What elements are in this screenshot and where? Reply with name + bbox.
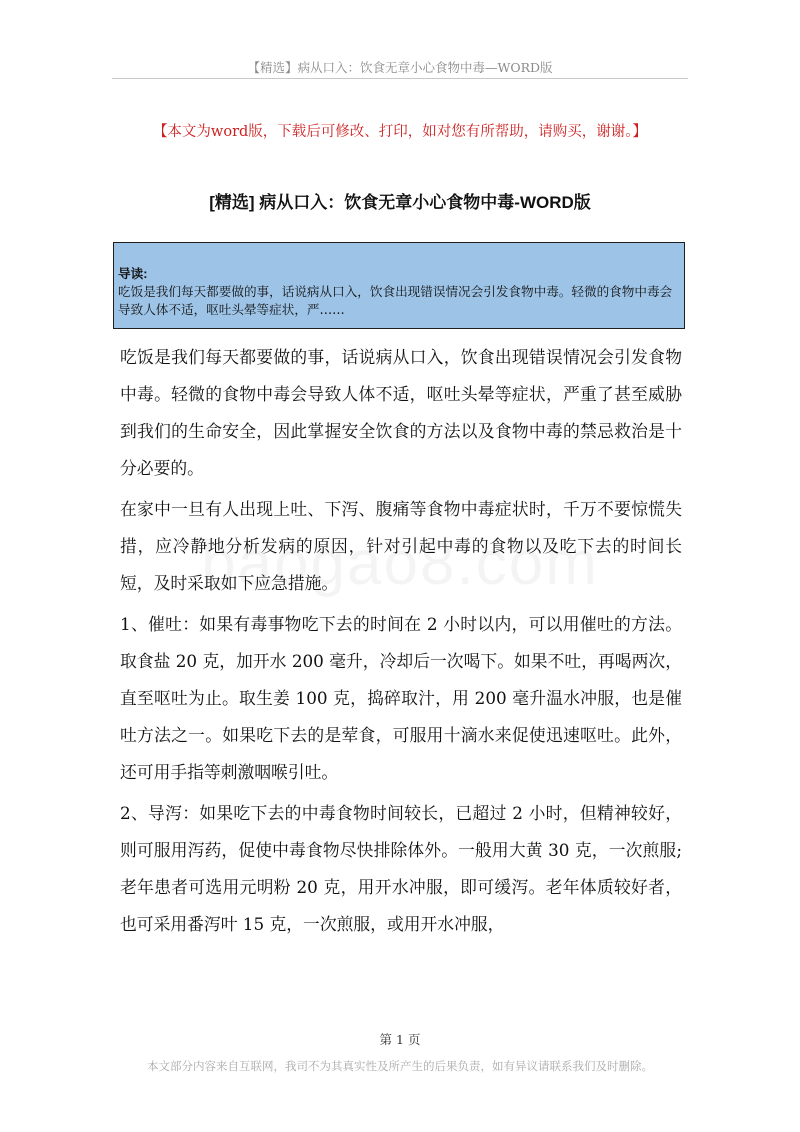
abstract-label: 导读: xyxy=(118,267,148,281)
paragraph: 1、催吐：如果有毒事物吃下去的时间在 2 小时以内，可以用催吐的方法。取食盐 20 克，加开水 200 毫升，冷却后一次喝下。如果不吐，再喝两次，直至呕吐为止。取生姜 100 克，捣碎取汁，用 200 毫升温水冲服，也是催吐方法之一。如果吃下去的是荤食，可服用十滴水来促使迅速呕吐。此外，还可用手指等刺激咽喉引吐。 xyxy=(120,614,682,782)
download-notice: 【本文为word版，下载后可修改、打印，如对您有所帮助，请购买，谢谢。】 xyxy=(152,124,648,140)
page-number: 第 1 页 xyxy=(379,1032,421,1047)
header-divider xyxy=(112,78,688,79)
paragraph: 吃饭是我们每天都要做的事，话说病从口入，饮食出现错误情况会引发食物中毒。轻微的食物中毒会导致人体不适，呕吐头晕等症状，严重了甚至威胁到我们的生命安全，因此掌握安全饮食的方法以及食物中毒的禁忌救治是十分必要的。 xyxy=(120,347,682,478)
paragraph: 2、导泻：如果吃下去的中毒食物时间较长，已超过 2 小时，但精神较好，则可服用泻药，促使中毒食物尽快排除体外。一般用大黄 30 克，一次煎服;老年患者可选用元明粉 20 克，用开水冲服，即可缓泻。老年体质较好者，也可采用番泻叶 15 克，一次煎服，或用开水冲服， xyxy=(120,803,682,934)
footer-disclaimer: 本文部分内容来自互联网，我司不为其真实性及所产生的后果负责，如有异议请联系我们及时删除。 xyxy=(147,1059,653,1073)
paragraph: 在家中一旦有人出现上吐、下泻、腹痛等食物中毒症状时，千万不要惊慌失措，应冷静地分析发病的原因，针对引起中毒的食物以及吃下去的时间长短，及时采取如下应急措施。 xyxy=(120,499,682,593)
abstract-text: 吃饭是我们每天都要做的事，话说病从口入，饮食出现错误情况会引发食物中毒。轻微的食物中毒会导致人体不适，呕吐头晕等症状，严…… xyxy=(118,284,673,317)
abstract-box xyxy=(113,242,685,329)
page-title: [精选] 病从口入：饮食无章小心食物中毒-WORD版 xyxy=(209,193,591,212)
article-body xyxy=(120,339,682,947)
running-header: 【精选】病从口入：饮食无章小心食物中毒—WORD版 xyxy=(247,60,553,75)
